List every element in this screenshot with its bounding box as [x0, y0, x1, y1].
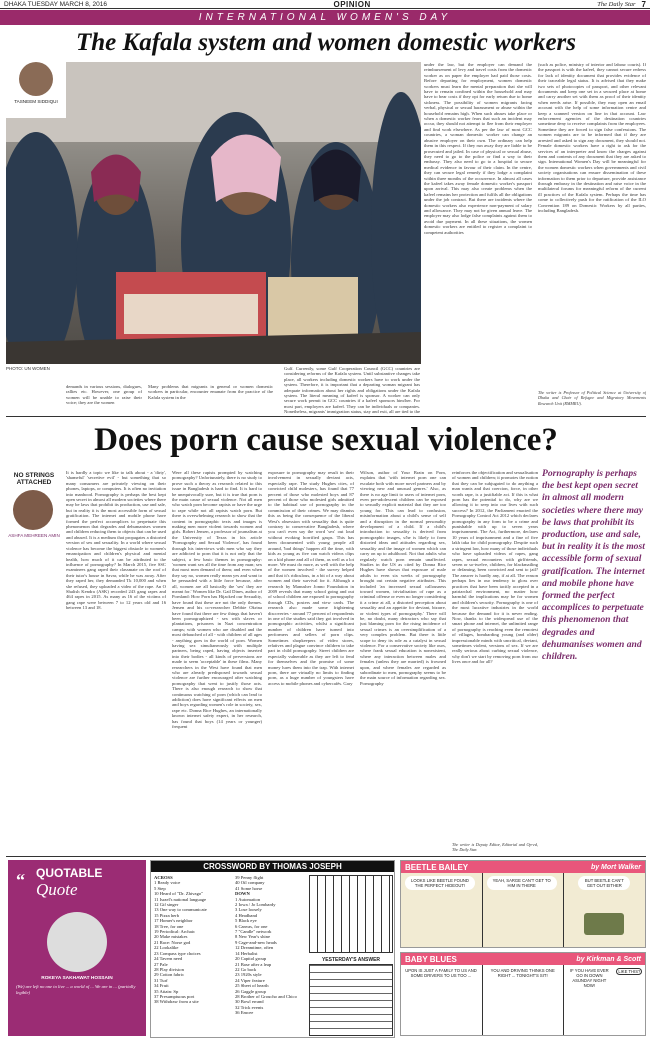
quote-name: ROKEYA SAKHAWAT HOSSAIN	[41, 976, 113, 981]
article1-col3-wrap	[284, 366, 420, 414]
author-name: TASNEEM SIDDIQUI	[14, 99, 58, 104]
clue: 25 Sheet of hearth	[235, 983, 269, 989]
clue: 11 Israel's national language	[154, 896, 207, 902]
quote-portrait	[47, 912, 107, 972]
speech-bubble: YOU AND DRIVING THINKS ONE RIGHT ... TONIGHT'S SIT!	[490, 968, 555, 978]
quote-mark-icon: “	[16, 870, 25, 890]
comic1-author: by Mort Walker	[590, 863, 641, 871]
clue: 27 Pale	[154, 961, 168, 967]
article1-col1: demands in various sessions, dialogues, rallies etc. However, one group of women will be unable to raise their voice; they are the women	[66, 384, 142, 406]
clue: 12 Dreamtime, often	[235, 945, 274, 951]
article-photo	[6, 62, 421, 364]
article2-col4: Wilson, author of Your Brain on Porn, explains that 'with internet porn one can escalate both with more novel partners and by viewing new and unusual genres.' Also, as there is no age limit to users of internet porn, even pre-adolescent children can be exposed to sexually explicit material that they are too young for. This can lead to confusion, misinformation about a child's sense of self and a disruption in the normal personality development of a child. If a child's introduction to sexuality is derived from pornographic images, s/he is likely to form distorted ideas and attitudes regarding sex, sexuality and the image of women which can carry on up to adulthood. Not that adults who regularly watch porn remain unaffected. Studies in the US as cited by Donna Rice Hughes have shown that exposure of male adults to even six weeks of pornography brought out certain negative attributes. This included 'an increased sexual callousness toward women, trivialisation of rape as a criminal offense or even no longer considering it a crime at all, a distorted perception about sexuality and an appetite for deviant, bizarre, or violent types of pornography.' There will be, no doubt, many detractors who say that just blaming porn for the rising incidence of sexual crimes is an oversimplification of a very complex problem. But there is little scope to deny its role as a catalyst in sexual violence. For a conservative society like ours, where frank sexual education is nonexistent, where any interaction between males and females (unless they are married) is frowned upon, and where females are regarded as subordinate to men, pornography seems to be the main source of information regarding sex. Pornography	[360, 470, 446, 686]
answer-label: YESTERDAY'S ANSWER	[321, 957, 381, 963]
masthead-right	[597, 0, 646, 9]
clue: 34 Fruit	[154, 983, 169, 989]
comic2-author: by Kirkman & Scott	[576, 955, 641, 963]
speech-bubble: YEAH, SARGE CAN'T GET TO HIM IN THERE	[487, 876, 557, 890]
clue: 21 Base after a leap	[235, 961, 272, 967]
clue: 24 Viper feature	[235, 977, 265, 983]
panel	[401, 965, 483, 1036]
comic-baby-blues	[400, 952, 646, 1036]
section-banner: INTERNATIONAL WOMEN'S DAY	[0, 10, 650, 25]
masthead-date: DHAKA TUESDAY MARCH 8, 2016	[4, 0, 107, 8]
panel	[564, 873, 645, 948]
clue: 13 One way to communicate	[154, 907, 207, 913]
crossword-across	[154, 875, 232, 1005]
clue: 18 Tree, for one	[154, 923, 184, 929]
article2-col3: exposure to pornography may result in their involvement in sexually deviant acts, especially rape. The study Hughes cites, of convicted child molesters, has found that 77 percent of those who molested boys and 87 percent of those who molested girls admitted to the habitual use of pornography in the commission of their crimes. We may dismiss this as being the consequence of the liberal West's obsession with sexuality that is quite contrary to conservative Bangladesh, where you can't even say the word 'sex' out loud without evoking horrified gasps. This has been documented with young people all around, 'bad things' happen all the time, with kids as young as five can watch videos clips on a kid phone and all of them, as well as a lot more. We must do more, as well with the help of the women involved - the survey helped and that it's ridiculous, in a bit of a way about women and their survival for it. Although a research by Manusher Jonno Foundation in 2009 reveals that many school going and out of school children are exposed to pornography through CDs, posters and view cards. The research also made some frightening discoveries - around 77 percent of respondents in one of the studies said they got involved in pornographic activities, whilst a significant number of children have turned into performers and sellers of porn clips. Sometimes shopkeepers of video stores, relatives and plague convince children to take part in child pornography. Street children are especially vulnerable as they are left to fend for themselves and the promise of some money lures them into the trap. With internet porn, there are virtually no limits to finding porn, as a huge number of youngsters have access to mobile phones and cybercafés. Gary	[268, 470, 354, 686]
panel	[401, 873, 483, 948]
clue: 38 Withdraw from a site	[154, 999, 199, 1005]
clue: 19 Periodical: Archaic	[154, 929, 196, 935]
protest-photo-illustration	[6, 62, 421, 364]
article2-col2: Were all these rapists prompted by watching pornography? Unfortunately, there is no study to prove such a theory as research related to this issue in Bangladesh is hard to find. It is hard to be unequivocally sure, but it is true that porn is the main cause of sexual violence. Not all men who watch porn become rapists or have the urge to rape while not all rapists watch porn. But there is overwhelming research to show that the content in pornographic texts and images is making men more violent towards women and girls. Robert Jensen, a professor of journalism at the University of Texas in his article 'Pornography and Sexual Violence', has found through his interviews with men who say they are addicted to porn that it is not only that the subject, a few basic themes in pornography: 'women want sex all the time from any man; sex that most men demand of them; and even when they say no, women really mean yes and want to be persuaded with a little force because, after all, women are all basically the 'sex' they are meant for.' Women like Dr. Gail Dines, author of Pornland: How Porn has Hijacked our Sexuality, have found that these are not the only themes. Jensen and his co-researcher Debbie Okrina have found that there are few things that haven't been pornographized - sex with slaves or plantations, prisoners in Nazi concentration camps; with women who are disabled and the most debauched of all - with children of all ages - anything goes in the world of porn. Women having sex simultaneously with multiple partners, being raped, having objects inserted into their bodies - all kinds of perversions are made to seem 'acceptable' in these films. Many researchers in the West have found that men who are already predisposed towards sexual violence are further encouraged after watching pornography that went to justify those acts. There is also enough research to show that continuous watching of porn (which can lead to addiction) does have significant effects on men and boys regarding women's role in society, sex, rape etc. Donna Rice Hughes, an internationally known internet safety expert, in her research, has found that boys (14 years or younger) frequent	[172, 470, 262, 730]
clue: 22 Go back	[235, 966, 257, 972]
clue: 1 Ready voice	[154, 880, 181, 886]
clue: 32 Trick events	[235, 1004, 264, 1010]
tank-icon	[584, 913, 624, 935]
answer-grid	[309, 964, 393, 1036]
clue: 14 Herbalist	[235, 950, 258, 956]
speech-bubble: LOOKS LIKE BEETLE FOUND THE PERFECT HIDEOUT!	[405, 876, 475, 890]
comic-beetle-bailey	[400, 860, 646, 948]
clue: 26 Gaggle group	[235, 988, 266, 994]
comic2-panels	[401, 965, 645, 1036]
pull-quote: Pornography is perhaps the best kept open secret in almost all modern societies where there may be laws that prohibit its production, use and sale, but in reality it is the most accessible form of sexual gratification. The internet and mobile phone have formed the perfect accomplices to perpetuate this phenomenon that degrades and dehumanises women and children.	[542, 468, 645, 663]
article1-right-area	[424, 62, 646, 412]
section-label: OPINION	[333, 0, 371, 9]
clue: 35 Attain: Sp	[154, 988, 179, 994]
clue: 8 New Year's shine	[235, 934, 271, 940]
comic2-header	[401, 953, 645, 965]
speech-bubble: LIKE THIS?	[618, 969, 641, 974]
clue: 15 Pizza herb	[154, 912, 180, 918]
clue: 28 Brother of Groucho and Chico	[235, 993, 297, 999]
article1-headline: The Kafala system and women domestic workers	[76, 29, 576, 56]
divider	[6, 416, 646, 417]
clue: 21 Race: Norse god	[154, 939, 191, 945]
quotable-box	[8, 860, 146, 1036]
clue: 6 Canvas, for one	[235, 923, 268, 929]
masthead	[0, 0, 650, 9]
column-kicker: NO STRINGS ATTACHED	[13, 472, 55, 486]
clue: 29 Cotton fabric	[154, 972, 185, 978]
speech-bubble: IF YOU HAVE EVER GO IN DOWN ASUNDAY NIGHT NOW!	[569, 968, 609, 988]
panel	[564, 965, 645, 1036]
article1-col5: (such as police, ministry of interior and labour courts). If the passport is with the kafeel, they cannot secure redress for lack of identity document that provides evidence of their traceable legal status. It is advised that they make two sets of photocopies of passport, and other relevant documents and keep one set in a secured place at home and carry another set with them as proof of their identity when needs arise. If possible, they may open an email account with the help of some information centre and keep a scanned version on line in that account. Law enforcement agencies of the destination countries sometime deny to receive complaints from the employees. Sometime they are forced to sign false confessions. The women migrants are to be informed that if they are arrested and asked to sign any document, they should not. Female domestic workers have a right to ask for the services of an interpreter and know the charges against them and contents of any document that they are asked to sign. International Women's Day will be meaningful for the women domestic workers when governments and civil society organisations can ensure dissemination of these information to them prior to departure, provide assistance through embassy in the destination and raise voice in the multilateral forums for meaningful reform of the current ill practices of the Kafala system. Perhaps the time has come to collectively push for the ratification of the ILO Convention 189 on Domestic Workers by all parties, including Bangladesh.	[538, 62, 646, 213]
page-number: 7	[641, 0, 646, 9]
clue: 39 Penny flight	[235, 875, 264, 880]
author-card	[6, 62, 66, 118]
clue: 41 Some horse	[235, 885, 263, 891]
crossword-down	[235, 875, 305, 1016]
article1-bio: The writer is Professor of Political Science at University of Dhaka and Chair of Refugee and Migratory Movements Research Unit (RMMRU).	[538, 390, 646, 406]
clue: 1 Automation	[235, 896, 261, 902]
article1-col4: under the law, but the employer can demand the reimbursement of levy and travel costs from the domestic worker as on paper the employer had paid those costs. Before departing for employment, women domestic workers must learn the mental preparation that she will have to remain confined within the household and may have to bear costs if they opt for early return due to home sickness. The possibility of women migrants facing verbal, physical or sexual harassment or abuse within the household remains high. When such abuses take place or when a domestic worker fears that such an incident may occur, they should not attempt to flee from their employer and find work elsewhere. As per the law of most GCC countries, a woman domestic worker can change an abusive employer on their own. The ordinary can help them in this respect. If they run away they are liable to be prosecuted and jailed. In case of physical or sexual abuse, they need to go to the police or find a way to their embassy. They also need to go to a hospital to secure medical evidence in favour of their claim. In the centre, they can secure legal remedy if they lodge a complaint within three months of the occurrence. In almost all cases the kafeel takes away female domestic worker's passport upon arrival. This may also create problems when the kafeel remains her protection and fulfils all the obligations under the job contract. But there are incidents where the domestic workers also experience non-payment of salary and allowance. They may not be given annual leave. The employer may also lodge false complaints against them to avoid due payment. In all these situations, the women domestic workers are entitled to register a complaint to competent authorities	[424, 62, 532, 235]
article2-headline: Does porn cause sexual violence?	[94, 422, 558, 458]
quotable-header: QUOTABLE	[36, 866, 103, 880]
clue: 9 Cage-and-new heads	[235, 939, 277, 945]
clue: 17 Homer's neighbor	[154, 918, 193, 924]
comic2-title: BABY BLUES	[405, 954, 457, 964]
crossword-grid	[309, 875, 393, 953]
comic1-title: BEETLE BAILEY	[405, 862, 469, 872]
clue: 23 Compass type choices	[154, 950, 201, 956]
crossword-title: CROSSWORD BY THOMAS JOSEPH	[151, 861, 394, 872]
comic1-panels	[401, 873, 645, 948]
clue: 10 Heard of "Dr. Zhivago"	[154, 891, 204, 897]
photo-credit: PHOTO: UN WOMEN	[6, 366, 50, 371]
clue: 20 Capitol group	[235, 956, 267, 962]
clue: 5 Black eye	[235, 918, 257, 924]
clue: 20 Make mistakes	[154, 934, 188, 940]
panel	[483, 873, 565, 948]
article1-col2: Many problems that migrants in general or women domestic workers in particular, encounter emanate from the practice of the Kafala system in the	[148, 384, 273, 400]
clue: 30 Bowl errand	[235, 999, 264, 1005]
clue: 22 Lookalike	[154, 945, 179, 951]
article2-bio: The writer is Deputy Editor, Editorial and Op-ed, The Daily Star.	[452, 842, 538, 853]
clue: 12 Gif singer	[154, 902, 179, 908]
down-label: DOWN	[235, 891, 250, 897]
brand-name: The Daily Star	[597, 0, 636, 8]
clue: 28 Play division	[154, 966, 184, 972]
clue: 24 Tavern need	[154, 956, 183, 962]
clue: 3 Lose loosely	[235, 907, 262, 913]
across-label: ACROSS	[154, 875, 173, 880]
divider-bottom	[6, 856, 646, 857]
clue: 7 "Candle" network	[235, 929, 272, 935]
panel	[483, 965, 565, 1036]
clue: 4 Headband	[235, 912, 258, 918]
author2-avatar	[13, 490, 53, 530]
speech-bubble: UPON IS JUST A FAMILY TO US AND SOME DRIVERS TO US TOO ...	[405, 968, 477, 978]
quote-text: (We) are left no one to live ... a world of ... We are in ... (partially legible)	[16, 984, 136, 995]
article1-col3: Gulf. Currently, some Gulf Cooperation Council (GCC) countries are considering reforms of the Kafala system. Until substantive changes take place, all workers including domestic workers have to work under the system. Therefore, it is important that a departing woman migrant has adequate information about her rights and obligations under the Kafala system. The literal meaning of kafeel is sponsor. A worker can only secure work permit in GCC countries if a kafeel sponsors him/her. For most part, employers are kafeel. They can be individuals or companies. Nonetheless, migrants' immigration status, stay and exit, all are tied to the	[284, 366, 420, 414]
quotable-sub: Quote	[36, 880, 78, 899]
article2-col5: reinforces the objectification and sexualisation of women and children; it promotes the notion that they can be subjugated to do anything a man wants and that coercion, force, in other words rape, is a justifiable act. If this is what porn has the potential to do, why are we allowing it to seep into our lives with such success? In 2012, the Parliament enacted the Pornography Control Act 2012 which declares pornography in any form to be a crime and punishable with up to seven years imprisonment. The Act, furthermore, declares 10 years of imprisonment and a fine of five lakh taka for child pornography. Despite such a stringent law, how many of those individuals who have uploaded videos of rapes, gang rapes, sexual encounters with girlfriends, seven or so-twelve, children, for blackmailing or defaming, been convicted and sent to jail? The answer is hardly any, if at all. The reason perhaps lies in our tendency to gloss over practices that have been tacitly accepted in a patriarchal environment, no matter how harmful the implications may be for women and children's security. Pornography is one of the most lucrative industries in the world because the demand for it is never ending. Now, thanks to the widespread use of the smart phone and internet, the unlimited range of pornography is reaching even the remotest of villages, bombarding young (and older) impressionable minds with uncritical, deviant, sometimes violent, versions of sex. If we are really serious about curbing sexual violence, why don't we start by removing porn from our lives once and for all?	[452, 470, 538, 665]
clue: 31 Turf	[154, 977, 168, 983]
crossword	[150, 860, 395, 1038]
comic1-header	[401, 861, 645, 873]
clue: 40 Oil company	[235, 880, 265, 886]
author2-name: ASHFA MEHREEN AMIN	[8, 533, 60, 538]
clue: 36 Emcee	[235, 1010, 254, 1016]
article2-col1: It is hardly a topic we like to talk about - a 'dirty', 'shameful' 'secretive evil' - but something that so many consumers are privately viewing on their phones, laptops, or computers. It is often no invitation into manhood. Pornography is perhaps the best kept open secret in almost all modern societies where there may be laws that prohibit its production, use and sale, but in reality it is the most accessible form of sexual gratification. The internet and mobile phone have formed the perfect accomplices to perpetuate this phenomenon that degrades and dehumanises women and children reducing them to objects that can be used and abused. It is a medium that propagates a distorted version of sex and sexuality. In a world where sexual violence has become the biggest obstacle to women's emancipation and children's physical and mental health, how much of it can be attributed to the influence of pornography? In March 2015, five SSC examinees gang raped their classmate on the roof of their tutor's house in Savar, while he was away. After they raped her, they demanded Tk 10,000 and when she refused, they uploaded a video of the rape. An O Shalish Kendra (ASK) recorded 243 gang rapes and 464 rapes in 2015. As many as 16 of the victims of gang rape were between 7 to 12 years old and 16 between 13 and 18.	[66, 470, 166, 611]
author-avatar	[19, 62, 53, 96]
speech-bubble: BUT BEETLE CAN'T GET OUT EITHER	[578, 876, 630, 890]
clue: 5 Step	[154, 885, 166, 891]
clue: 23 1920s style	[235, 972, 262, 978]
clue: 2 Iowa / Jo Lombardy	[235, 902, 276, 908]
clue: 37 Presumptuous port	[154, 993, 195, 999]
